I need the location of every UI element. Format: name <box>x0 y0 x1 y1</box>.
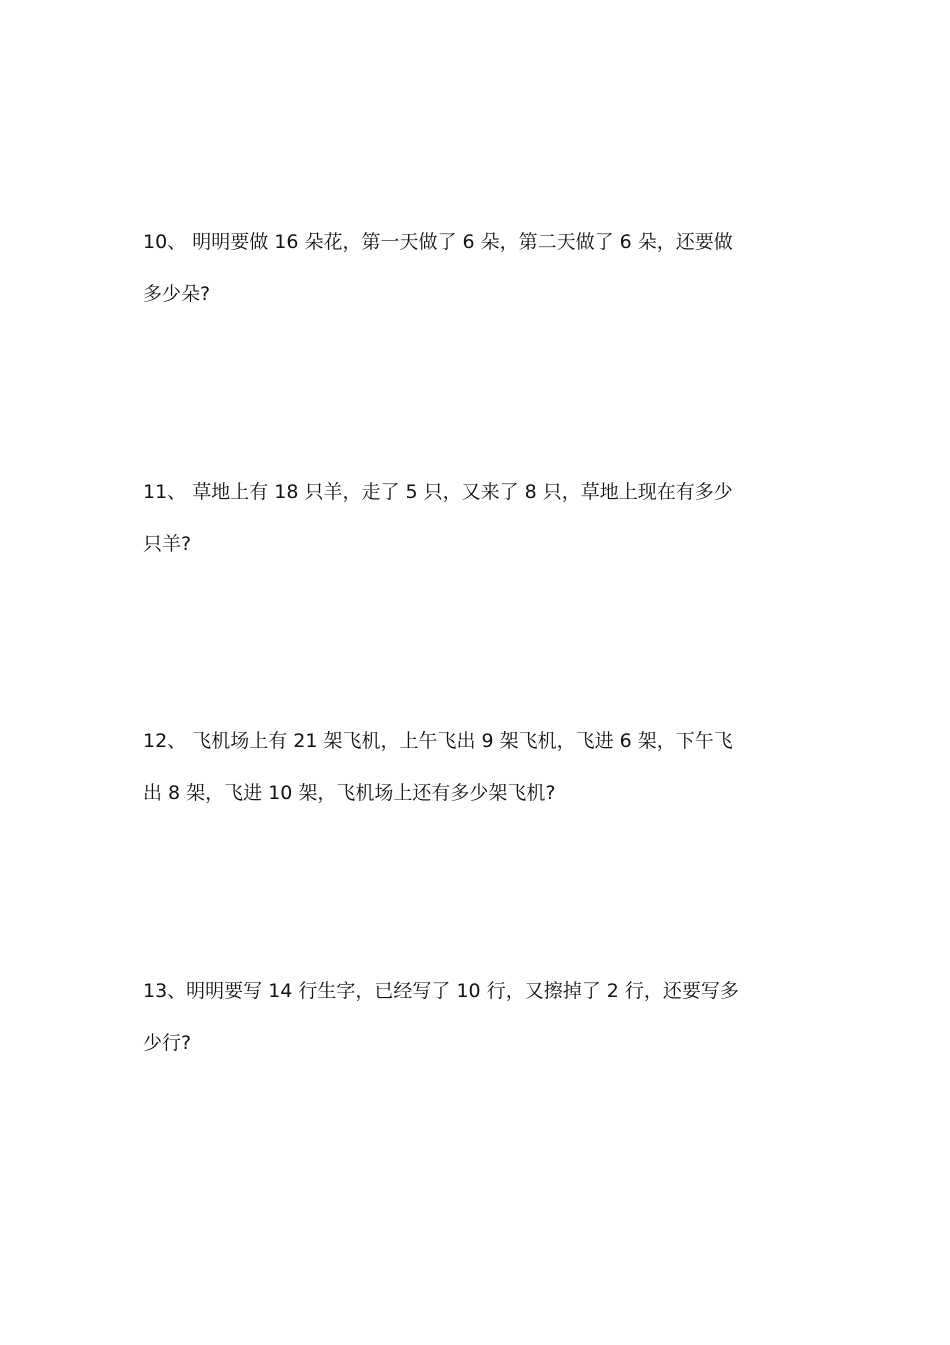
problem-text-line: 13、明明要写 14 行生字，已经写了 10 行，又擦掉了 2 行，还要写多 <box>143 980 739 1002</box>
problem-text-line: 少行? <box>143 1032 192 1054</box>
problem-text-line: 只羊? <box>143 533 192 555</box>
problem-text-line: 多少朵? <box>143 283 211 305</box>
problem-text-line: 10、 明明要做 16 朵花，第一天做了 6 朵，第二天做了 6 朵，还要做 <box>143 231 733 253</box>
problem-text-line: 11、 草地上有 18 只羊，走了 5 只，又来了 8 只，草地上现在有多少 <box>143 481 733 503</box>
problem-text-line: 出 8 架，飞进 10 架，飞机场上还有多少架飞机? <box>143 782 556 804</box>
problem-text-line: 12、 飞机场上有 21 架飞机，上午飞出 9 架飞机，飞进 6 架，下午飞 <box>143 730 733 752</box>
